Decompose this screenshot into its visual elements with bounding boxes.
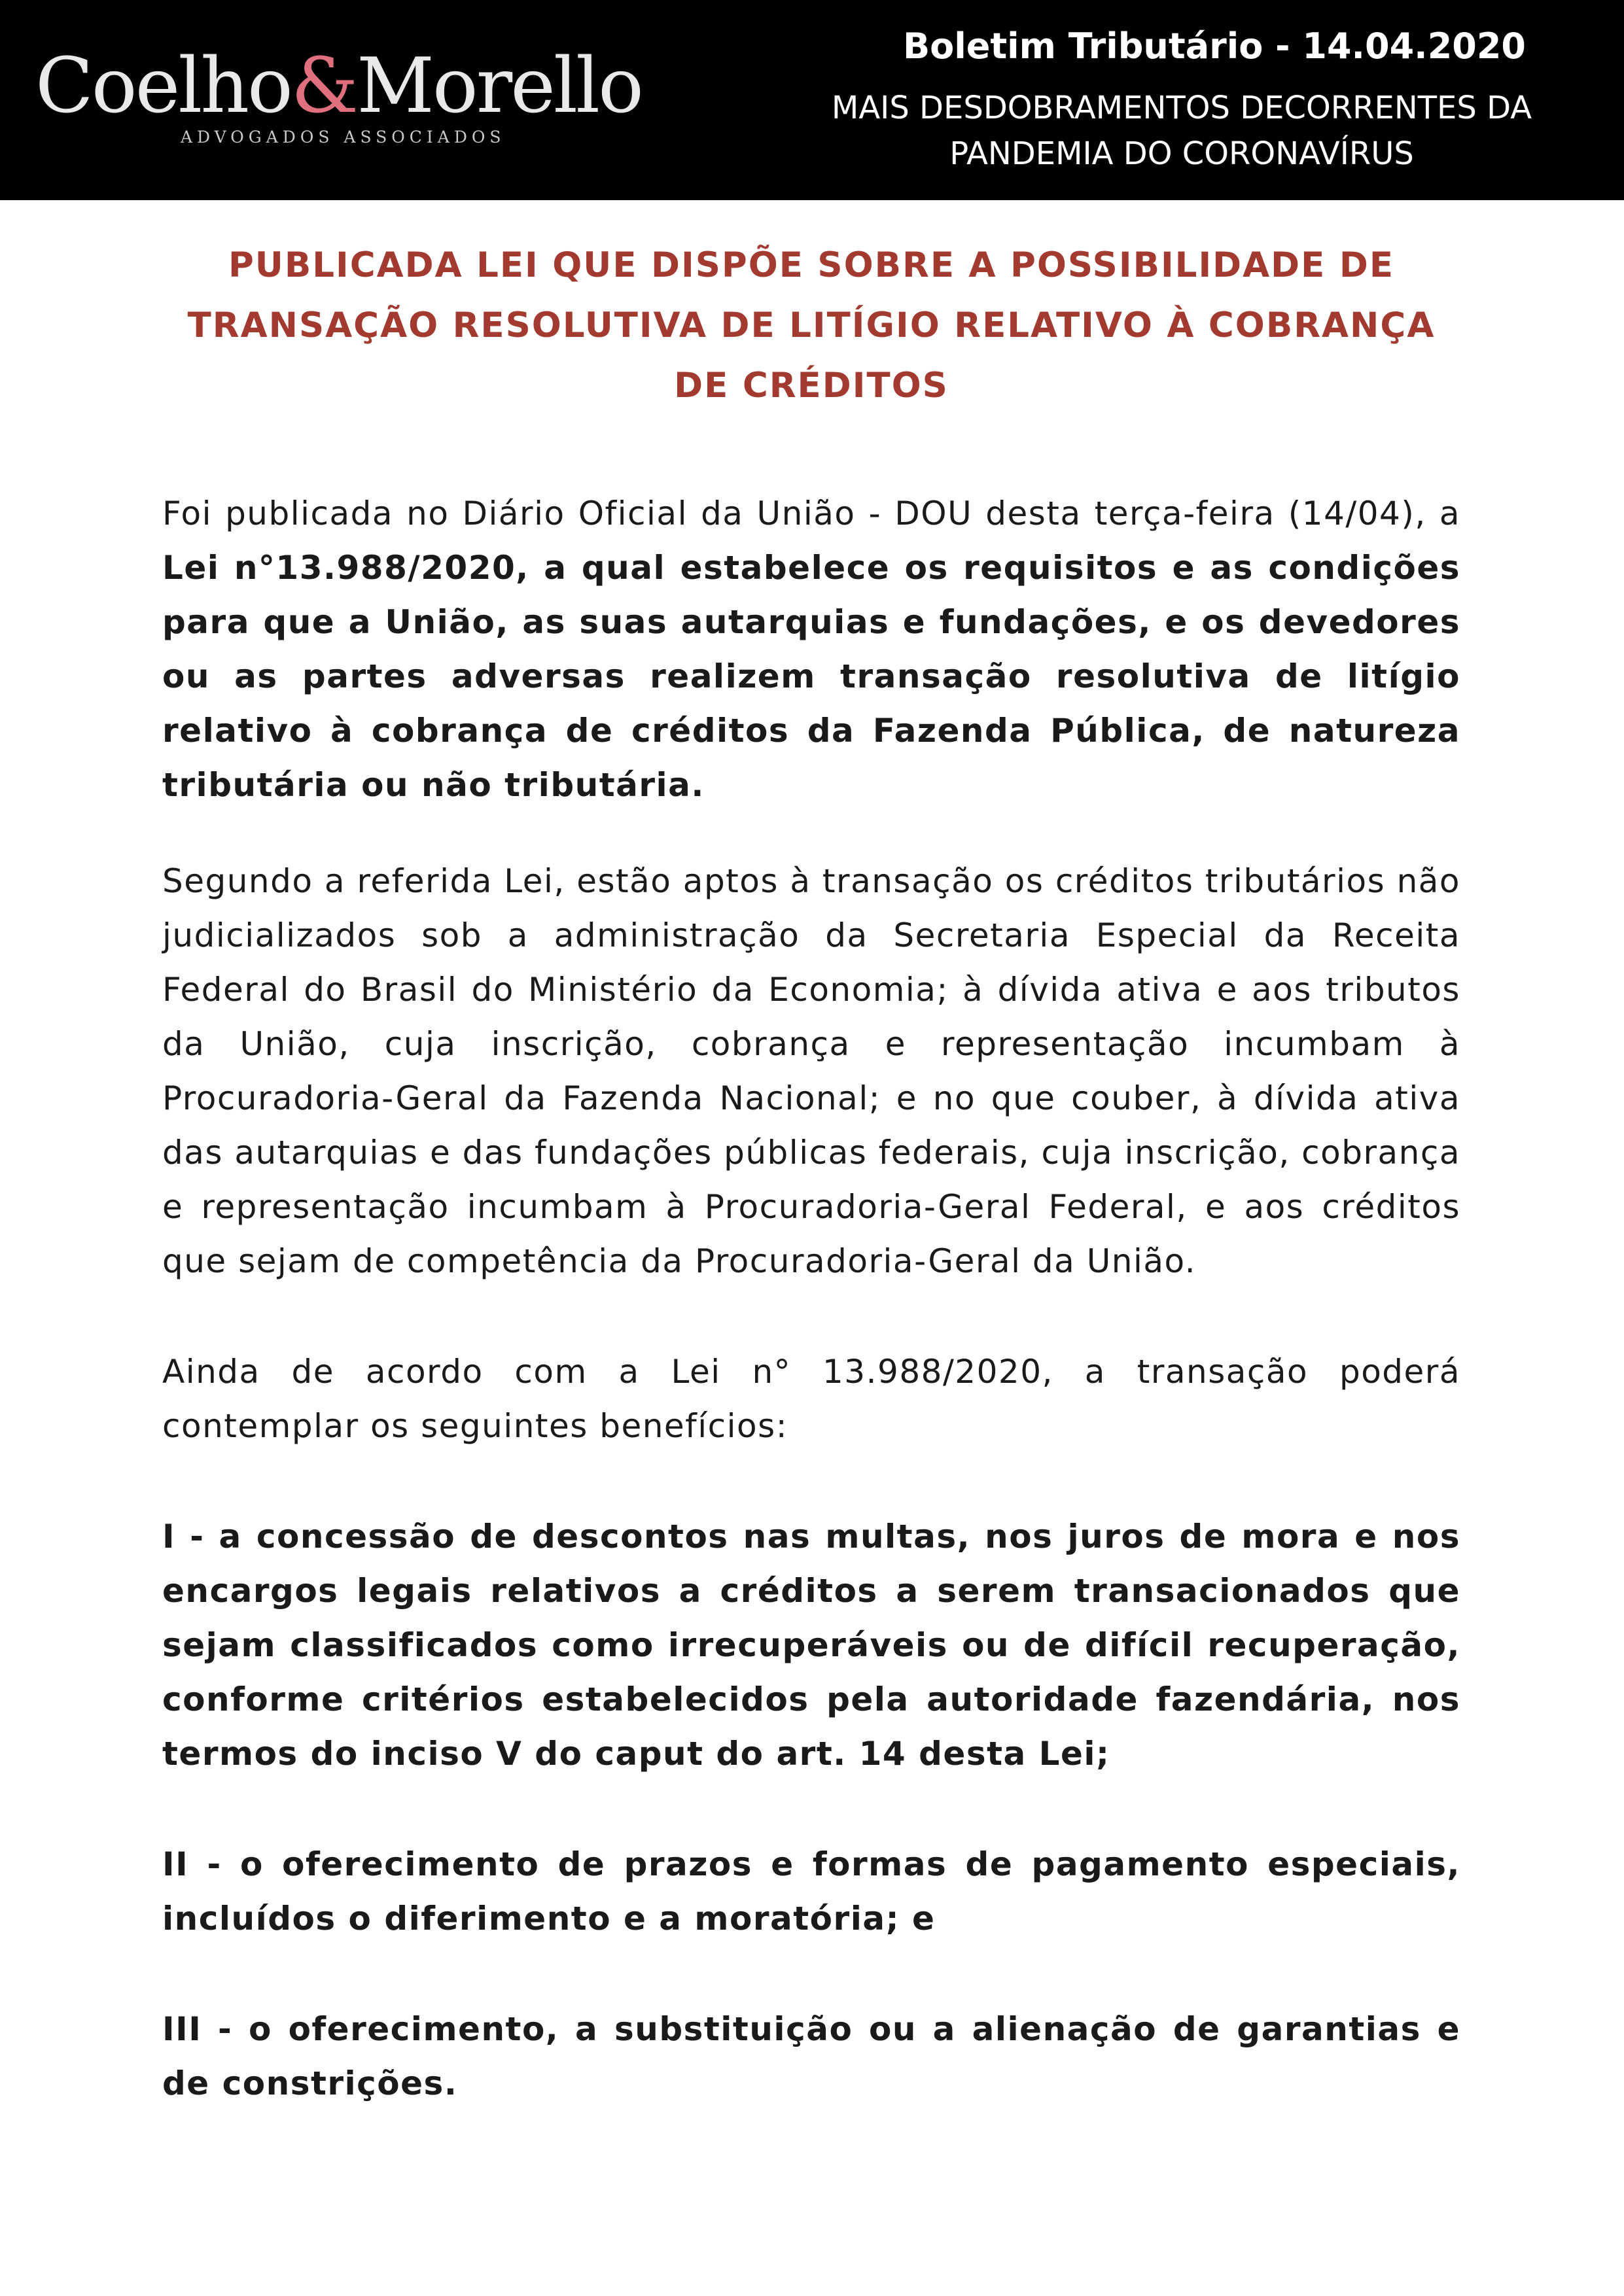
article-title: PUBLICADA LEI QUE DISPÕE SOBRE A POSSIBILIDADE DE TRANSAÇÃO RESOLUTIVA DE LITÍGIO RELATIVO À COBRANÇA DE CRÉDITOS	[187, 245, 1436, 406]
benefit-item-3: III - o oferecimento, a substituição ou a alienação de garantias e de constrições.	[162, 2010, 1460, 2102]
paragraph-benefits-intro: Ainda de acordo com a Lei n° 13.988/2020, a transação poderá contemplar os seguintes benefícios:	[162, 1353, 1460, 1445]
logo-ampersand: &	[291, 42, 357, 130]
logo-tagline: ADVOGADOS ASSOCIADOS	[181, 128, 506, 147]
paragraph-intro-bold: Lei n°13.988/2020, a qual estabelece os requisitos e as condições para que a União, as suas autarquias e fundações, e os devedores ou as partes adversas realizem transação resolutiva de litígio relativo à cobrança de créditos da Fazenda Pública, de natureza tributária ou não tributária.	[162, 549, 1460, 804]
firm-logo	[35, 41, 642, 152]
logo-name-first: Coelho	[35, 42, 291, 130]
bulletin-subtitle: MAIS DESDOBRAMENTOS DECORRENTES DA PANDEMIA DO CORONAVÍRUS	[831, 90, 1532, 172]
benefit-item-1: I - a concessão de descontos nas multas, nos juros de mora e nos encargos legais relativos a créditos a serem transacionados que sejam classificados como irrecuperáveis ou de difícil recuperação, conforme critérios estabelecidos pela autoridade fazendária, nos termos do inciso V do caput do art. 14 desta Lei;	[162, 1518, 1460, 1773]
logo-wordmark	[35, 41, 642, 132]
paragraph-eligible-credits: Segundo a referida Lei, estão aptos à transação os créditos tributários não judicializados sob a administração da Secretaria Especial da Receita Federal do Brasil do Ministério da Economia; à dívida ativa e aos tributos da União, cuja inscrição, cobrança e representação incumbam à Procuradoria-Geral da Fazenda Nacional; e no que couber, à dívida ativa das autarquias e das fundações públicas federais, cuja inscrição, cobrança e representação incumbam à Procuradoria-Geral Federal, e aos créditos que sejam de competência da Procuradoria-Geral da União.	[162, 862, 1460, 1280]
bulletin-title: Boletim Tributário - 14.04.2020	[902, 26, 1526, 67]
page-header	[0, 0, 1624, 200]
logo-name-second: Morello	[357, 42, 642, 130]
article-body	[162, 235, 1460, 2111]
paragraph-intro-text: Foi publicada no Diário Oficial da União - DOU desta terça-feira (14/04), a	[162, 495, 1460, 532]
benefit-item-2: II - o oferecimento de prazos e formas de pagamento especiais, incluídos o diferimento e a moratória; e	[162, 1845, 1460, 1938]
paragraph-intro	[162, 487, 1460, 812]
